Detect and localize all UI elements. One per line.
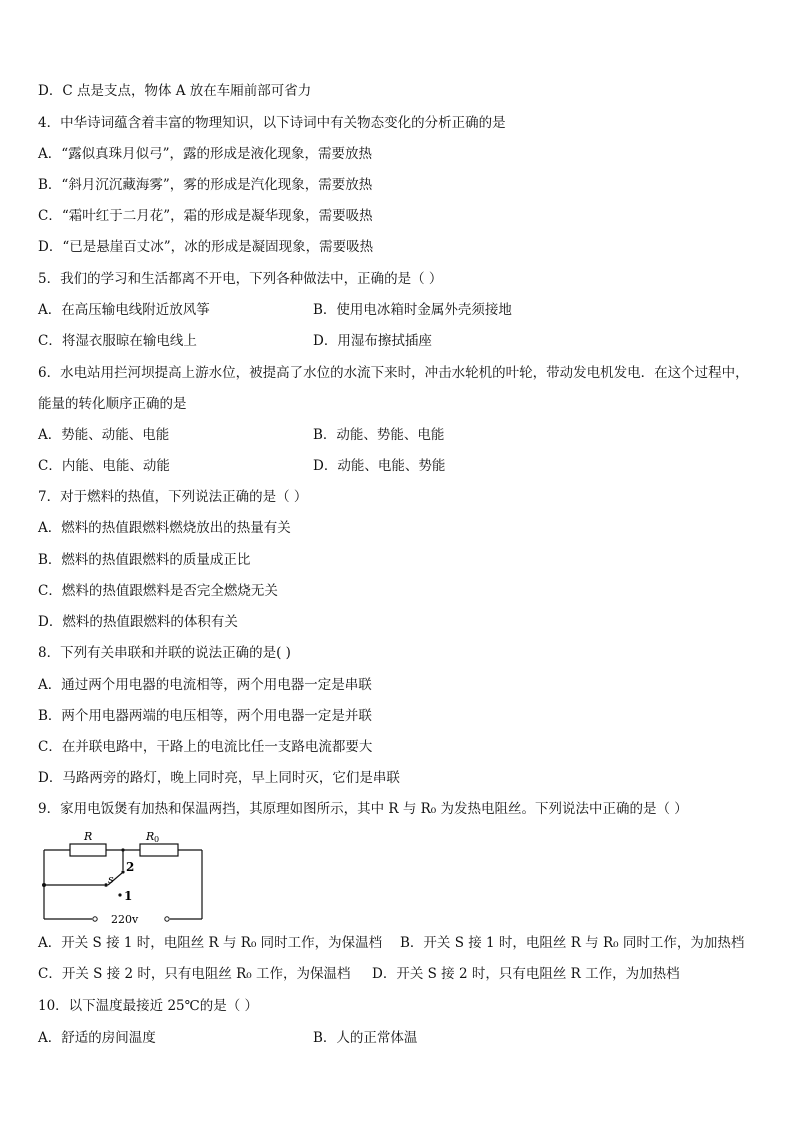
question-4-option-d: D．“已是悬崖百丈冰”，冰的形成是凝固现象，需要吸热 [38, 239, 374, 255]
question-6-option-d: D．动能、电能、势能 [313, 458, 446, 474]
question-6-continued: 能量的转化顺序正确的是 [38, 396, 187, 412]
switch-terminal-1-label: 1 [124, 889, 133, 903]
question-6-option-a: A．势能、动能、电能 [38, 427, 170, 443]
question-5-option-a: A．在高压输电线附近放风筝 [38, 302, 210, 318]
question-4-option-b: B．“斜月沉沉藏海雾”，雾的形成是汽化现象，需要放热 [38, 177, 373, 193]
question-6-option-b: B．动能、势能、电能 [313, 427, 445, 443]
question-4: 4．中华诗词蕴含着丰富的物理知识，以下诗词中有关物态变化的分析正确的是 [38, 115, 506, 131]
question-9-option-d: D．开关 S 接 2 时，只有电阻丝 R 工作，为加热档 [372, 966, 680, 982]
question-5-option-d: D．用湿布擦拭插座 [313, 333, 432, 349]
question-10-option-a: A．舒适的房间温度 [38, 1030, 156, 1046]
question-9-option-a: A．开关 S 接 1 时，电阻丝 R 与 R₀ 同时工作，为保温档 [38, 935, 383, 951]
resistor-r [70, 844, 106, 856]
question-8-option-d: D．马路两旁的路灯，晚上同时亮，早上同时灭，它们是串联 [38, 770, 400, 786]
question-7-option-d: D．燃料的热值跟燃料的体积有关 [38, 614, 238, 630]
question-10-option-b: B．人的正常体温 [313, 1030, 418, 1046]
rice-cooker-circuit-diagram [40, 825, 210, 930]
switch-label: s [108, 873, 114, 886]
question-6: 6．水电站用拦河坝提高上游水位，被提高了水位的水流下来时，冲击水轮机的叶轮，带动发电机发电．在这个过程中， [38, 365, 749, 381]
resistor-r0-label: R [146, 830, 155, 843]
question-8: 8．下列有关串联和并联的说法正确的是( ) [38, 645, 291, 661]
question-4-option-a: A．“露似真珠月似弓”，露的形成是液化现象，需要放热 [38, 146, 373, 162]
option-d-q3: D．C 点是支点，物体 A 放在车厢前部可省力 [38, 83, 312, 99]
switch-terminal-2-label: 2 [126, 860, 135, 874]
resistor-r0 [140, 844, 178, 856]
question-8-option-c: C．在并联电路中，干路上的电流比任一支路电流都要大 [38, 739, 373, 755]
question-9-option-c: C．开关 S 接 2 时，只有电阻丝 R₀ 工作，为保温档 [38, 966, 351, 982]
question-7: 7．对于燃料的热值，下列说法正确的是（ ） [38, 489, 308, 505]
question-6-option-c: C．内能、电能、动能 [38, 458, 170, 474]
voltage-label: 220v [111, 913, 139, 926]
question-5-option-c: C．将湿衣服晾在输电线上 [38, 333, 197, 349]
question-5-option-b: B．使用电冰箱时金属外壳须接地 [313, 302, 512, 318]
question-5: 5．我们的学习和生活都离不开电，下列各种做法中，正确的是（ ） [38, 271, 443, 287]
resistor-r-label: R [84, 830, 93, 843]
question-10: 10．以下温度最接近 25℃的是（ ） [38, 998, 259, 1014]
question-9: 9．家用电饭煲有加热和保温两挡，其原理如图所示，其中 R 与 R₀ 为发热电阻丝。下列说法中正确的是（ ） [38, 801, 688, 817]
question-7-option-a: A．燃料的热值跟燃料燃烧放出的热量有关 [38, 520, 291, 536]
question-8-option-a: A．通过两个用电器的电流相等，两个用电器一定是串联 [38, 677, 372, 693]
question-4-option-c: C．“霜叶红于二月花”，霜的形成是凝华现象，需要吸热 [38, 208, 373, 224]
question-7-option-c: C．燃料的热值跟燃料是否完全燃烧无关 [38, 583, 278, 599]
resistor-r0-subscript: 0 [154, 835, 160, 844]
question-9-option-b: B．开关 S 接 1 时，电阻丝 R 与 R₀ 同时工作，为加热档 [400, 935, 745, 951]
question-8-option-b: B．两个用电器两端的电压相等，两个用电器一定是并联 [38, 708, 372, 724]
question-7-option-b: B．燃料的热值跟燃料的质量成正比 [38, 552, 251, 568]
